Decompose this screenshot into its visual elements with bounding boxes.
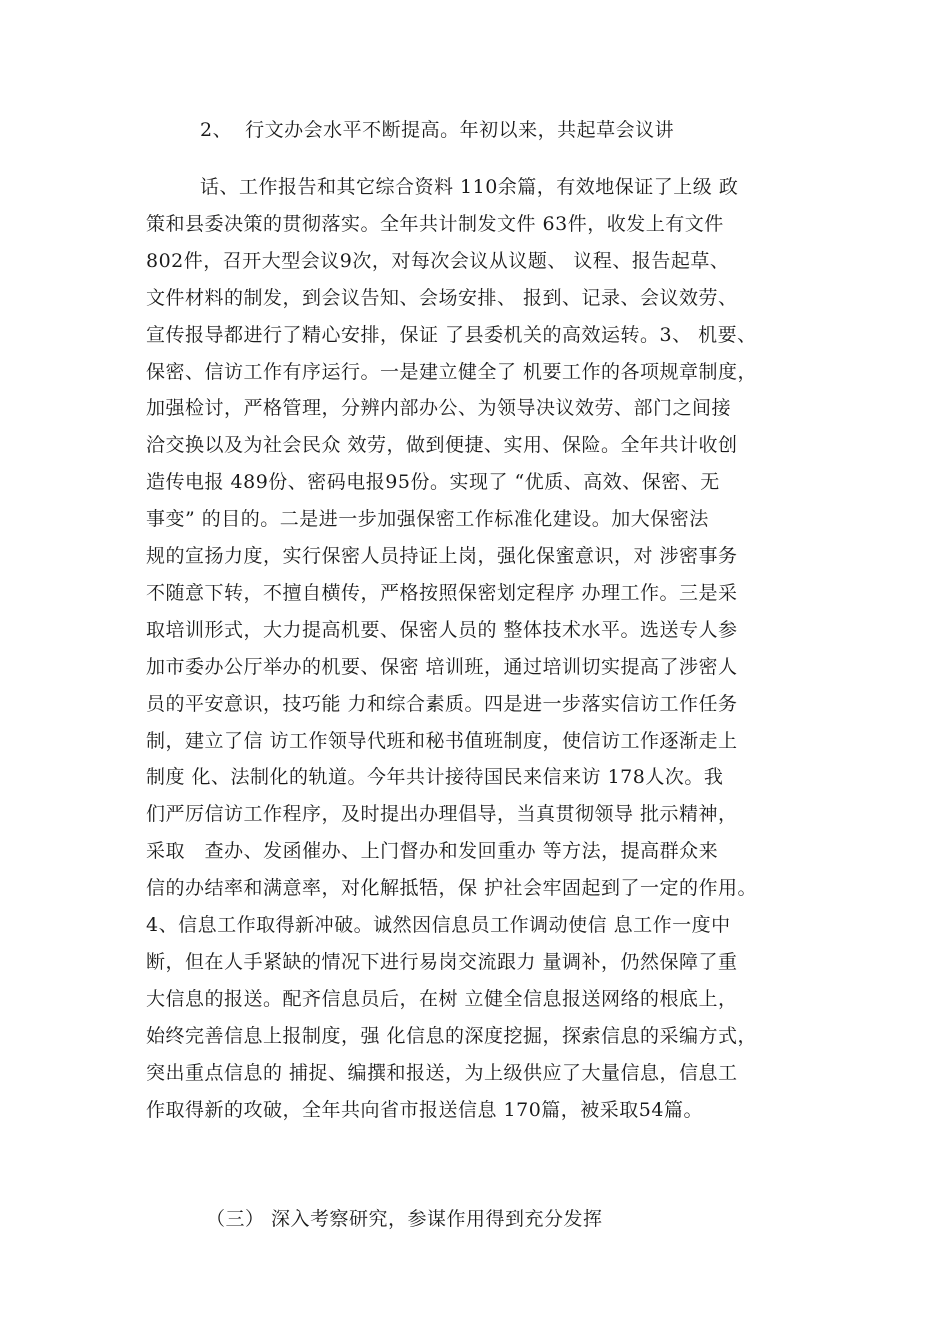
- paragraph-line: 始终完善信息上报制度，强 化信息的深度挖掘，探索信息的采编方式，: [146, 1025, 758, 1047]
- paragraph-line: 策和县委决策的贯彻落实。全年共计制发文件 63件，收发上有文件: [146, 213, 724, 235]
- paragraph-line: 取培训形式，大力提高机要、保密人员的 整体技术水平。选送专人参: [146, 619, 738, 641]
- paragraph-line: 制，建立了信 访工作领导代班和秘书值班制度，使信访工作逐渐走上: [146, 730, 738, 752]
- paragraph-line: 不随意下转，不擅自横传，严格按照保密划定程序 办理工作。三是采: [146, 582, 738, 604]
- paragraph-line: 事变” 的目的。二是进一步加强保密工作标准化建设。加大保密法: [146, 508, 709, 530]
- paragraph-line: 们严厉信访工作程序，及时提出办理倡导，当真贯彻领导 批示精神，: [146, 803, 738, 825]
- paragraph-line: 制度 化、法制化的轨道。今年共计接待国民来信来访 178人次。我: [146, 766, 724, 788]
- paragraph-line: 宣传报导都进行了精心安排，保证 了县委机关的高效运转。3、 机要、: [146, 324, 757, 346]
- paragraph-line: 话、工作报告和其它综合资料 110余篇，有效地保证了上级 政: [200, 176, 739, 198]
- paragraph-line: 文件材料的制发，到会议告知、会场安排、 报到、记录、会议效劳、: [146, 287, 738, 309]
- paragraph-line: 信的办结率和满意率，对化解抵牾，保 护社会牢固起到了一定的作用。: [146, 877, 758, 899]
- paragraph-line: 4、信息工作取得新冲破。诚然因信息员工作调动使信 息工作一度中: [146, 914, 731, 936]
- paragraph-line: 大信息的报送。配齐信息员后，在树 立健全信息报送网络的根底上，: [146, 988, 738, 1010]
- paragraph-line: 突出重点信息的 捕捉、编撰和报送，为上级供应了大量信息，信息工: [146, 1062, 738, 1084]
- paragraph-line: 规的宣扬力度，实行保密人员持证上岗，强化保蜜意识，对 涉密事务: [146, 545, 738, 567]
- paragraph-line: 员的平安意识，技巧能 力和综合素质。四是进一步落实信访工作任务: [146, 693, 738, 715]
- paragraph-line: 断，但在人手紧缺的情况下进行易岗交流跟力 量调补，仍然保障了重: [146, 951, 738, 973]
- paragraph-line: 保密、信访工作有序运行。一是建立健全了 机要工作的各项规章制度，: [146, 361, 758, 383]
- paragraph-line: 作取得新的攻破，全年共向省市报送信息 170篇，被采取54篇。: [146, 1099, 703, 1121]
- paragraph-line: 采取 查办、发函催办、上门督办和发回重办 等方法，提高群众来: [146, 840, 719, 862]
- paragraph-line: 加市委办公厅举办的机要、保密 培训班，通过培训切实提高了涉密人: [146, 656, 738, 678]
- paragraph-line: 802件，召开大型会议9次，对每次会议从议题、 议程、报告起草、: [146, 250, 730, 272]
- section-heading-3: （三） 深入考察研究，参谋作用得到充分发挥: [206, 1208, 603, 1230]
- paragraph-line: 造传电报 489份、密码电报95份。实现了 “优质、高效、保密、无: [146, 471, 720, 493]
- paragraph-line: 加强检讨，严格管理，分辨内部办公、为领导决议效劳、部门之间接: [146, 397, 732, 419]
- section-heading-2: 2、 行文办会水平不断提高。年初以来，共起草会议讲: [200, 119, 675, 141]
- paragraph-line: 洽交换以及为社会民众 效劳，做到便捷、实用、保险。全年共计收创: [146, 434, 738, 456]
